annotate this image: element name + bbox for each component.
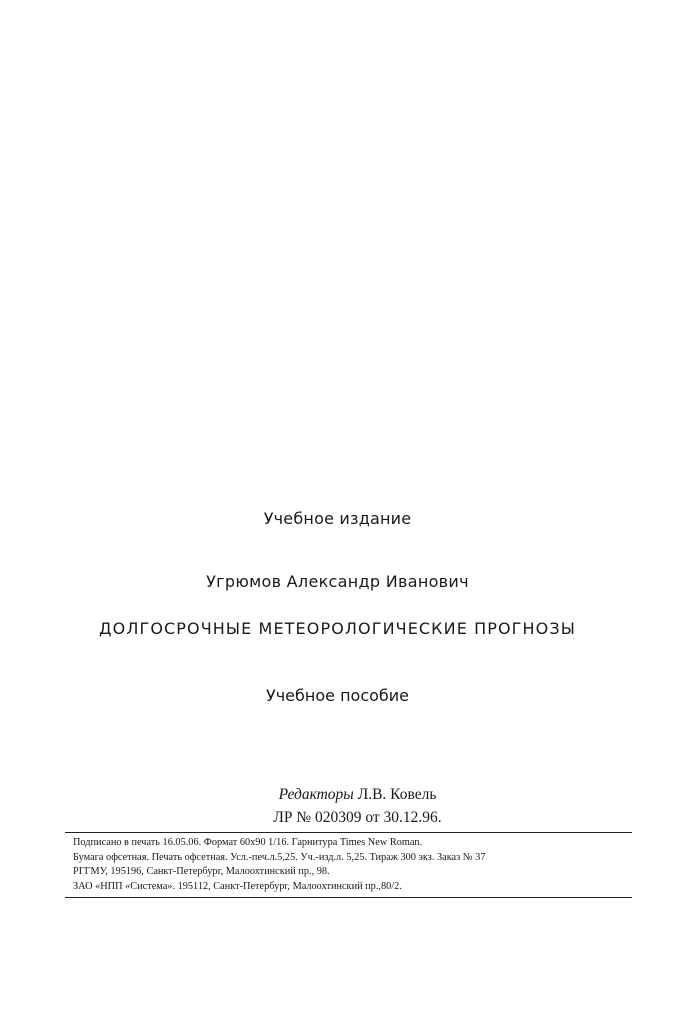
imprint-line-publisher: РГГМУ, 195196, Санкт-Петербург, Малоохтинский пр., 98. [73,866,330,877]
editors-role: Редакторы [278,786,354,803]
book-title: ДОЛГОСРОЧНЫЕ МЕТЕОРОЛОГИЧЕСКИЕ ПРОГНОЗЫ [99,619,576,638]
imprint-top-rule [65,832,632,833]
imprint-line-printer: ЗАО «НПП «Система». 195112, Санкт-Петербург, Малоохтинский пр.,80/2. [73,880,402,892]
editors-name: Л.В. Ковель [357,786,437,803]
edition-type: Учебное издание [263,509,412,528]
imprint-bottom-rule [65,897,632,898]
author-name: Угрюмов Александр Иванович [206,572,469,591]
imprint-line-print: Подписано в печать 16.05.06. Формат 60x90 1/16. Гарнитура Times New Roman. [73,837,423,848]
imprint-line-paper: Бумага офсетная. Печать офсетная. Усл.-печ.л.5,25. Уч.-изд.л. 5,25. Тираж 300 экз. Заказ № 37 [73,851,486,863]
license-line: ЛР № 020309 от 30.12.96. [273,809,442,826]
book-subtitle: Учебное пособие [265,686,410,705]
imprint-block [73,836,629,894]
editors-line [20,786,675,804]
